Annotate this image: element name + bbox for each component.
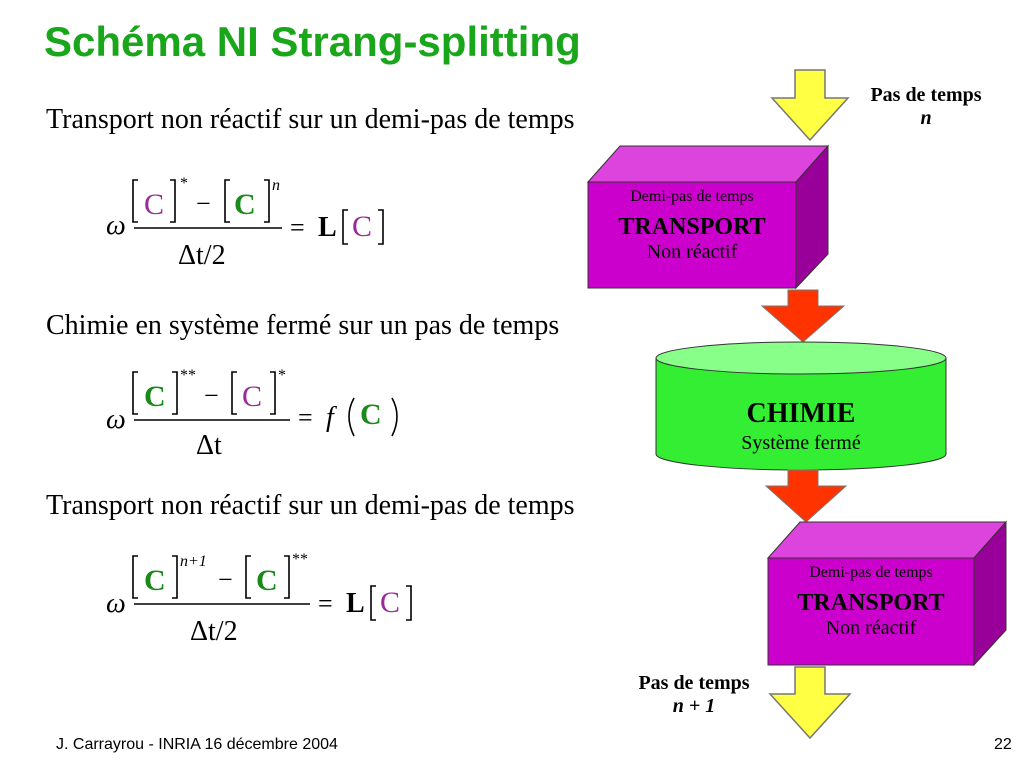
omega-symbol: ω — [106, 588, 126, 619]
step-3-text: Transport non réactif sur un demi-pas de temps — [46, 490, 575, 521]
concentration-C: C — [144, 188, 165, 221]
transport-box-2-text — [768, 564, 974, 640]
top-arrow — [772, 70, 848, 140]
top-step-label-line1: Pas de temps — [870, 84, 982, 106]
concentration-C: C — [352, 210, 373, 243]
minus-sign: − — [196, 189, 211, 218]
concentration-C: C — [360, 398, 382, 431]
denominator: Δt/2 — [178, 240, 226, 271]
equals-sign: = — [290, 213, 305, 242]
denominator: Δt — [196, 430, 222, 461]
superscript-star: * — [278, 367, 286, 384]
equals-sign: = — [298, 403, 313, 432]
chimie-text — [656, 398, 946, 455]
superscript-double-star: ** — [292, 551, 308, 568]
concentration-C: C — [144, 380, 166, 413]
concentration-C: C — [234, 188, 256, 221]
equals-sign: = — [318, 589, 333, 618]
denominator: Δt/2 — [190, 616, 238, 647]
bottom-step-label — [616, 672, 772, 718]
chimie-title: CHIMIE — [746, 398, 856, 429]
top-step-label — [846, 84, 1006, 130]
bottom-step-label-n1: n + 1 — [672, 695, 716, 717]
red-arrow-2 — [766, 470, 846, 522]
omega-symbol: ω — [106, 210, 126, 241]
transport-box-2-title: TRANSPORT — [797, 590, 945, 616]
concentration-C: C — [256, 564, 278, 597]
concentration-C: C — [144, 564, 166, 597]
transport-box-1-text — [588, 188, 796, 264]
bottom-step-label-line1: Pas de temps — [638, 672, 750, 694]
transport-box-2-sub: Non réactif — [825, 617, 917, 639]
superscript-double-star: ** — [180, 367, 196, 384]
step-2-text: Chimie en système fermé sur un pas de temps — [46, 310, 560, 341]
step-1-text: Transport non réactif sur un demi-pas de temps — [46, 104, 575, 135]
omega-symbol: ω — [106, 404, 126, 435]
red-arrow-1 — [762, 290, 844, 342]
page-number: 22 — [994, 736, 1012, 753]
transport-box-1-title: TRANSPORT — [618, 214, 766, 240]
superscript-n-plus-1: n+1 — [180, 553, 207, 570]
operator-L: L — [346, 588, 365, 619]
transport-box-1-small: Demi-pas de temps — [630, 188, 754, 205]
concentration-C: C — [380, 586, 401, 619]
top-step-label-n: n — [920, 107, 932, 129]
operator-L: L — [318, 212, 337, 243]
transport-box-1-sub: Non réactif — [646, 241, 738, 263]
concentration-C: C — [242, 380, 263, 413]
transport-box-2-small: Demi-pas de temps — [809, 564, 933, 581]
slide-title: Schéma NI Strang-splitting — [44, 18, 581, 65]
superscript-star: * — [180, 175, 188, 192]
chimie-sub: Système fermé — [741, 432, 861, 454]
minus-sign: − — [204, 381, 219, 410]
footer-author: J. Carrayrou - INRIA 16 décembre 2004 — [56, 736, 338, 753]
function-f: f — [326, 402, 334, 433]
superscript-n: n — [272, 177, 280, 194]
bottom-arrow — [770, 667, 850, 738]
minus-sign: − — [218, 565, 233, 594]
